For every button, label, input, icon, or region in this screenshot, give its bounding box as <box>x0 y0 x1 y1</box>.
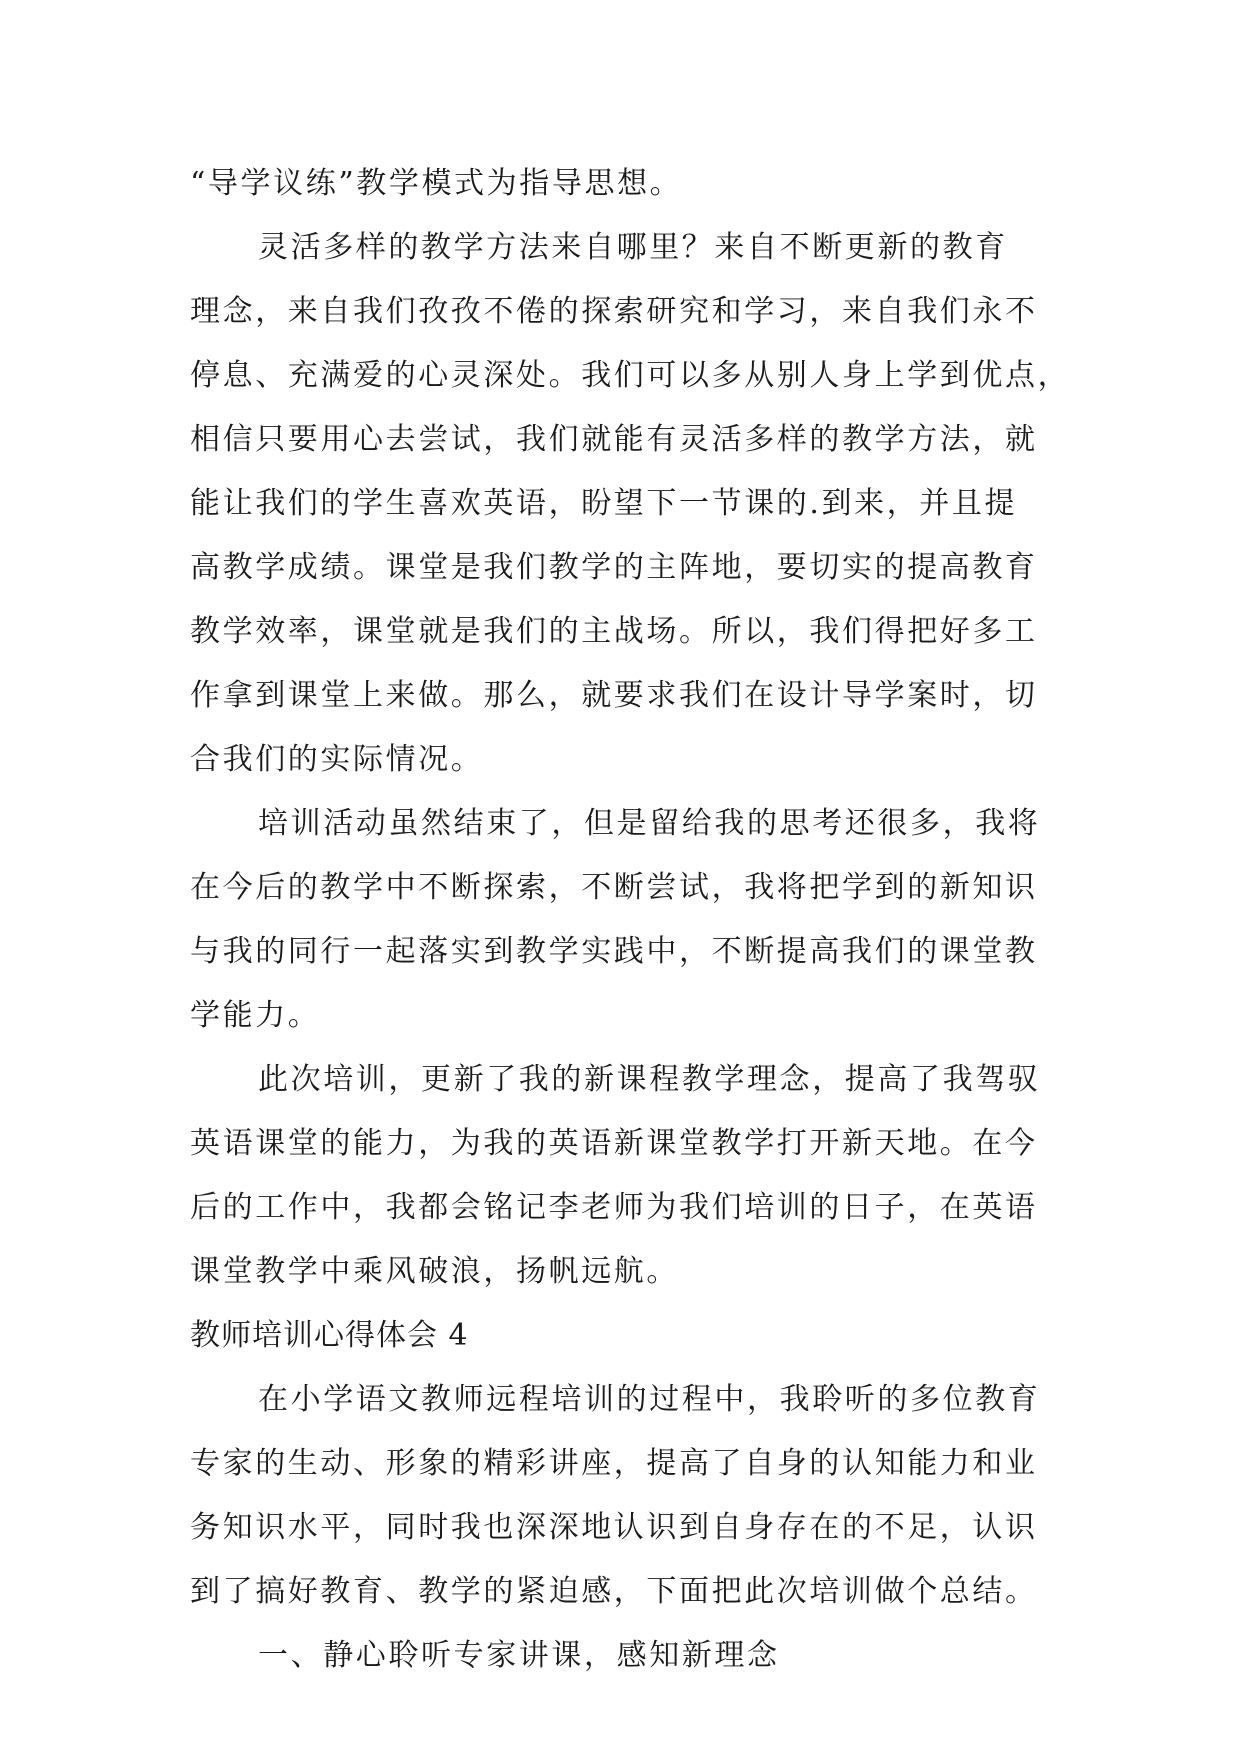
text-line: 英语课堂的能力，为我的英语新课堂教学打开新天地。在今 <box>190 1126 1038 1161</box>
text-line: 相信只要用心去尝试，我们就能有灵活多样的教学方法，就 <box>190 422 1038 457</box>
text-line: 停息、充满爱的心灵深处。我们可以多从别人身上学到优点， <box>190 358 1071 393</box>
text-line: 专家的生动、形象的精彩讲座，提高了自身的认知能力和业 <box>190 1446 1038 1481</box>
text-line: 在今后的教学中不断探索，不断尝试，我将把学到的新知识 <box>190 870 1038 905</box>
paragraph-first-line: 在小学语文教师远程培训的过程中，我聆听的多位教育 <box>258 1382 1041 1417</box>
paragraph-first-line: 灵活多样的教学方法来自哪里？来自不断更新的教育 <box>258 230 1008 265</box>
text-line: 后的工作中，我都会铭记李老师为我们培训的日子，在英语 <box>190 1190 1038 1225</box>
paragraph-first-line: 此次培训，更新了我的新课程教学理念，提高了我驾驭 <box>258 1062 1041 1097</box>
document-body <box>190 152 1070 1688</box>
text-line: 高教学成绩。课堂是我们教学的主阵地，要切实的提高教育 <box>190 550 1038 585</box>
text-line: 务知识水平，同时我也深深地认识到自身存在的不足，认识 <box>190 1510 1038 1545</box>
text-line: 能让我们的学生喜欢英语，盼望下一节课的.到来，并且提 <box>190 486 1018 521</box>
text-line: 作拿到课堂上来做。那么，就要求我们在设计导学案时，切 <box>190 678 1038 713</box>
text-line: 与我的同行一起落实到教学实践中，不断提高我们的课堂教 <box>190 934 1038 969</box>
paragraph-first-line: 培训活动虽然结束了，但是留给我的思考还很多，我将 <box>258 806 1041 841</box>
subsection-heading: 一、静心聆听专家讲课，感知新理念 <box>258 1638 780 1673</box>
text-line: 课堂教学中乘风破浪，扬帆远航。 <box>190 1254 679 1289</box>
section-heading: 教师培训心得体会 4 <box>190 1318 469 1353</box>
text-line: 教学效率，课堂就是我们的主战场。所以，我们得把好多工 <box>190 614 1038 649</box>
text-line: 合我们的实际情况。 <box>190 742 484 777</box>
text-line: 理念，来自我们孜孜不倦的探索研究和学习，来自我们永不 <box>190 294 1038 329</box>
text-line: 到了搞好教育、教学的紧迫感，下面把此次培训做个总结。 <box>190 1574 1038 1609</box>
text-line: “导学议练”教学模式为指导思想。 <box>190 166 683 201</box>
text-line: 学能力。 <box>190 998 321 1033</box>
